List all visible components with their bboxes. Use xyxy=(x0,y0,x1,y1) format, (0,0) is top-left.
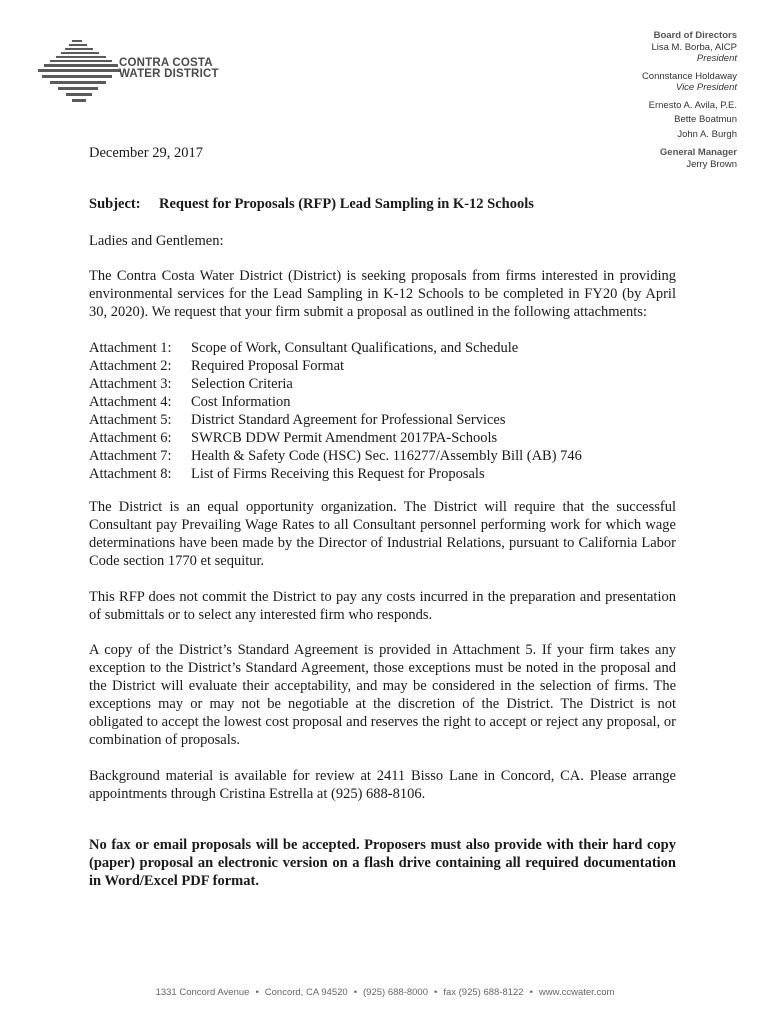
organization-name-line2: WATER DISTRICT xyxy=(119,68,219,80)
attachment-text: Scope of Work, Consultant Qualifications, and Schedule xyxy=(191,340,519,356)
board-member-name: Ernesto A. Avila, P.E. xyxy=(648,99,737,111)
board-member-title: Vice President xyxy=(675,82,737,93)
letter-date: December 29, 2017 xyxy=(89,145,203,161)
standard-agreement-paragraph: A copy of the District’s Standard Agreement is provided in Attachment 5. If your firm takes any exception to the District’s Standard Agreement, those exceptions must be noted in the proposal and the District will evaluate their acceptability, and may be considered in the selection of firms. The exceptions may or may not be negotiable at the discretion of the District. The District is not obligated to accept the lowest cost proposal and reserves the right to accept or reject any proposal, or combination of proposals. xyxy=(89,642,676,748)
list-item xyxy=(89,357,676,375)
attachment-label: Attachment 1: xyxy=(89,340,172,356)
footer-address: 1331 Concord Avenue xyxy=(155,987,250,998)
list-item xyxy=(89,375,676,393)
letter-subject xyxy=(89,196,534,213)
attachment-text: SWRCB DDW Permit Amendment 2017PA-Schools xyxy=(191,430,498,446)
salutation: Ladies and Gentlemen: xyxy=(89,233,224,249)
intro-paragraph: The Contra Costa Water District (District) is seeking proposals from firms interested in providing environmental services for the Lead Sampling in K-12 Schools to be completed in FY20 (by April 30, 2020). We request that your firm submit a proposal as outlined in the following attachments: xyxy=(89,268,676,320)
attachment-label: Attachment 7: xyxy=(89,448,172,464)
attachment-label: Attachment 8: xyxy=(89,466,172,482)
list-item xyxy=(89,339,676,357)
footer-website-link: www.ccwater.com xyxy=(538,987,615,998)
list-item xyxy=(89,447,676,465)
board-member-name: Connstance Holdaway xyxy=(641,70,737,82)
subject-text: Request for Proposals (RFP) Lead Sampling in K-12 Schools xyxy=(159,196,534,212)
list-item xyxy=(89,429,676,447)
attachment-list xyxy=(89,339,676,483)
list-item xyxy=(89,411,676,429)
footer-separator: • xyxy=(529,987,533,998)
general-manager-heading: General Manager xyxy=(659,147,737,158)
board-member-name: Lisa M. Borba, AICP xyxy=(651,41,737,53)
list-item xyxy=(89,393,676,411)
attachment-label: Attachment 3: xyxy=(89,376,172,392)
attachment-text: List of Firms Receiving this Request for Proposals xyxy=(191,466,485,482)
footer-fax: fax (925) 688-8122 xyxy=(443,987,524,998)
attachment-text: District Standard Agreement for Professional Services xyxy=(191,412,506,428)
footer-contact xyxy=(0,987,770,998)
attachment-label: Attachment 5: xyxy=(89,412,172,428)
background-material-paragraph: Background material is available for review at 2411 Bisso Lane in Concord, CA. Please arrange appointments through Cristina Estrella at (925) 688-8106. xyxy=(89,768,676,802)
board-heading: Board of Directors xyxy=(653,30,737,41)
footer-phone: (925) 688-8000 xyxy=(363,987,428,998)
attachment-text: Selection Criteria xyxy=(191,376,293,392)
organization-name xyxy=(119,58,219,80)
attachment-text: Cost Information xyxy=(191,394,291,410)
board-member-name: John A. Burgh xyxy=(677,128,737,140)
list-item xyxy=(89,465,676,483)
footer-separator: • xyxy=(353,987,358,998)
general-manager-name: Jerry Brown xyxy=(686,158,737,170)
no-commitment-paragraph: This RFP does not commit the District to pay any costs incurred in the preparation and presentation of submittals or to select any interested firm who responds. xyxy=(89,589,676,623)
attachment-text: Required Proposal Format xyxy=(191,358,345,374)
board-member-title: President xyxy=(696,53,737,64)
no-fax-paragraph: No fax or email proposals will be accepted. Proposers must also provide with their hard copy (paper) proposal an electronic version on a flash drive containing all required documentation in Word/Excel PDF format. xyxy=(89,837,676,889)
attachment-label: Attachment 2: xyxy=(89,358,172,374)
subject-label: Subject: xyxy=(89,196,141,212)
footer-separator: • xyxy=(433,987,438,998)
attachment-text: Health & Safety Code (HSC) Sec. 116277/Assembly Bill (AB) 746 xyxy=(191,448,582,464)
equal-opportunity-paragraph: The District is an equal opportunity organization. The District will require that the successful Consultant pay Prevailing Wage Rates to all Consultant personnel performing work for which wage determinations have been made by the Director of Industrial Relations, pursuant to California Labor Code section 1770 et sequitur. xyxy=(89,499,676,569)
organization-name-line1: CONTRA COSTA xyxy=(119,57,213,69)
footer-city: Concord, CA 94520 xyxy=(264,987,348,998)
board-of-directors xyxy=(517,30,737,170)
board-member-name: Bette Boatmun xyxy=(674,114,737,125)
footer-separator: • xyxy=(255,987,259,998)
attachment-label: Attachment 6: xyxy=(89,430,172,446)
attachment-label: Attachment 4: xyxy=(89,394,172,410)
